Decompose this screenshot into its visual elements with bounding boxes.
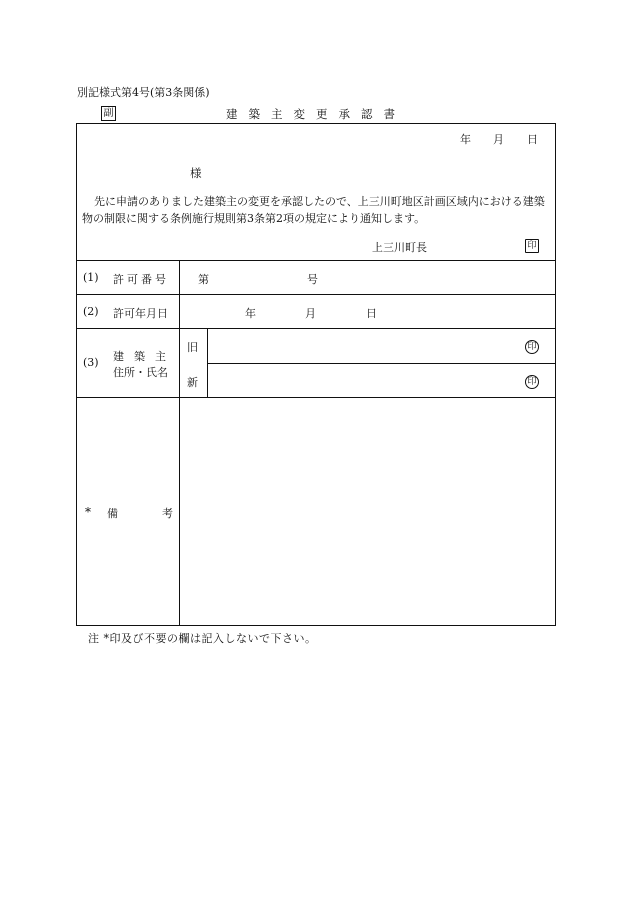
document-title: 建築主変更承認書 bbox=[226, 107, 406, 121]
notice-body-text: 先に申請のありました建築主の変更を承認したので、上三川町地区計画区域内における建築物の制限に関する条例施行規則第3条第2項の規定により通知します。 bbox=[82, 195, 545, 225]
addressee-suffix: 様 bbox=[190, 166, 202, 180]
divider bbox=[76, 260, 556, 261]
row-3-number: (3) bbox=[83, 356, 99, 369]
date-year: 年 bbox=[460, 133, 471, 146]
owner-old-label: 旧 bbox=[187, 341, 198, 354]
remarks-asterisk: * bbox=[85, 505, 91, 519]
divider bbox=[76, 328, 556, 329]
row-2-number: (2) bbox=[83, 305, 99, 318]
form-number-label: 別記様式第4号(第3条関係) bbox=[77, 86, 210, 99]
row-1-label: 許可番号 bbox=[113, 273, 169, 286]
row-3-label-line2: 住所・氏名 bbox=[113, 366, 168, 379]
row-2-label: 許可年月日 bbox=[113, 307, 168, 320]
date-month: 月 bbox=[493, 133, 504, 146]
seal-mark: 印 bbox=[525, 239, 539, 253]
signatory: 上三川町長 bbox=[372, 241, 427, 254]
row-3-label-line1: 建築主 bbox=[113, 350, 176, 363]
duplicate-mark: 副 bbox=[101, 106, 116, 121]
column-divider bbox=[179, 260, 180, 626]
column-divider bbox=[207, 328, 208, 397]
divider bbox=[76, 294, 556, 295]
remarks-label-1: 備 bbox=[107, 507, 118, 520]
remarks-label-2: 考 bbox=[162, 507, 173, 520]
seal-mark-new: 印 bbox=[525, 375, 539, 389]
permit-number-suffix: 号 bbox=[307, 273, 318, 286]
divider bbox=[207, 363, 556, 364]
permit-number-prefix: 第 bbox=[198, 273, 209, 286]
permit-date-day: 日 bbox=[366, 307, 377, 320]
notice-body bbox=[82, 193, 552, 227]
owner-new-label: 新 bbox=[187, 376, 198, 389]
row-1-number: (1) bbox=[83, 271, 99, 284]
footer-note: 注 *印及び不要の欄は記入しないで下さい。 bbox=[88, 632, 317, 645]
seal-mark-old: 印 bbox=[525, 340, 539, 354]
permit-date-year: 年 bbox=[245, 307, 256, 320]
date-day: 日 bbox=[527, 133, 538, 146]
permit-date-month: 月 bbox=[305, 307, 316, 320]
divider bbox=[76, 397, 556, 398]
